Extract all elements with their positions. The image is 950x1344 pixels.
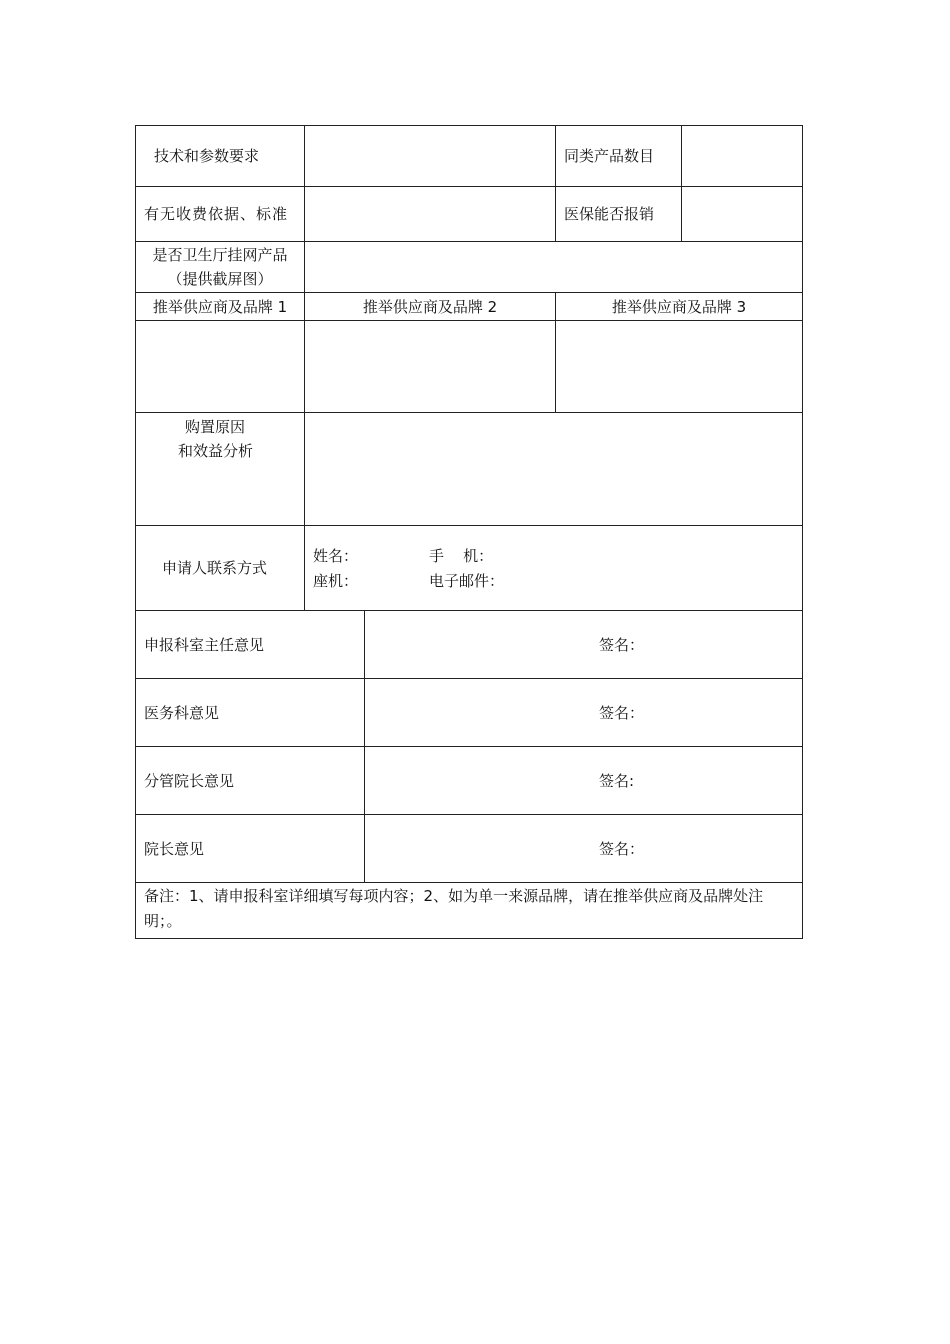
opinion-medical-label: 医务科意见 [144, 703, 220, 722]
supplier-3-header [555, 292, 803, 321]
email-label: 电子邮件： [429, 572, 505, 590]
opinion-director-label-cell [135, 610, 365, 679]
opinion-medical-label-cell [135, 678, 365, 747]
supplier-1-field[interactable] [135, 320, 305, 413]
listed-label-line1: 是否卫生厅挂网产品 [152, 246, 288, 264]
contact-value-cell [304, 525, 803, 611]
opinion-vice-president-label-cell [135, 746, 365, 815]
mobile-label: 手 机： [429, 547, 494, 565]
fee-value-field[interactable] [304, 186, 556, 242]
listed-value-field[interactable] [304, 241, 803, 293]
insurance-label: 医保能否报销 [564, 205, 655, 223]
fee-label: 有无收费依据、标准 [144, 205, 289, 223]
name-label: 姓名： [313, 547, 359, 565]
opinion-vice-president-label: 分管院长意见 [144, 771, 235, 790]
opinion-president-label: 院长意见 [144, 839, 205, 858]
reason-label-line1: 购置原因 [185, 418, 246, 436]
tech-label-cell [135, 125, 305, 187]
note-cell [135, 882, 803, 939]
listed-label-cell [135, 241, 305, 293]
opinion-vice-president-sign: 签名: [599, 771, 635, 790]
similar-value-field[interactable] [681, 125, 803, 187]
contact-label-cell [135, 525, 305, 611]
reason-value-field[interactable] [304, 412, 803, 526]
supplier-1-header [135, 292, 305, 321]
opinion-director-sign-cell[interactable] [364, 610, 803, 679]
insurance-value-field[interactable] [681, 186, 803, 242]
similar-label-cell [555, 125, 682, 187]
supplier-2-field[interactable] [304, 320, 556, 413]
contact-label: 申请人联系方式 [162, 559, 268, 577]
listed-label-line2: （提供截屏图） [167, 270, 273, 288]
tech-value-field[interactable] [304, 125, 556, 187]
reason-label-line2: 和效益分析 [178, 442, 254, 460]
supplier-2-header [304, 292, 556, 321]
opinion-president-sign-cell[interactable] [364, 814, 803, 883]
opinion-medical-sign-cell[interactable] [364, 678, 803, 747]
supplier-3-label: 推举供应商及品牌 3 [611, 297, 747, 316]
fee-label-cell [135, 186, 305, 242]
tech-label: 技术和参数要求 [154, 147, 260, 165]
supplier-1-label: 推举供应商及品牌 1 [152, 297, 288, 316]
reason-label-cell [135, 412, 305, 526]
note-text: 备注：1、请申报科室详细填写每项内容；2、如为单一来源品牌，请在推举供应商及品牌处注明；。 [144, 887, 764, 930]
opinion-president-sign: 签名： [599, 839, 645, 858]
opinion-vice-president-sign-cell[interactable] [364, 746, 803, 815]
landline-label: 座机： [313, 572, 359, 590]
similar-label: 同类产品数目 [564, 147, 655, 165]
supplier-2-label: 推举供应商及品牌 2 [362, 297, 498, 316]
opinion-director-label: 申报科室主任意见 [144, 635, 265, 654]
opinion-president-label-cell [135, 814, 365, 883]
opinion-director-sign: 签名： [599, 635, 645, 654]
insurance-label-cell [555, 186, 682, 242]
supplier-3-field[interactable] [555, 320, 803, 413]
opinion-medical-sign: 签名： [599, 703, 645, 722]
